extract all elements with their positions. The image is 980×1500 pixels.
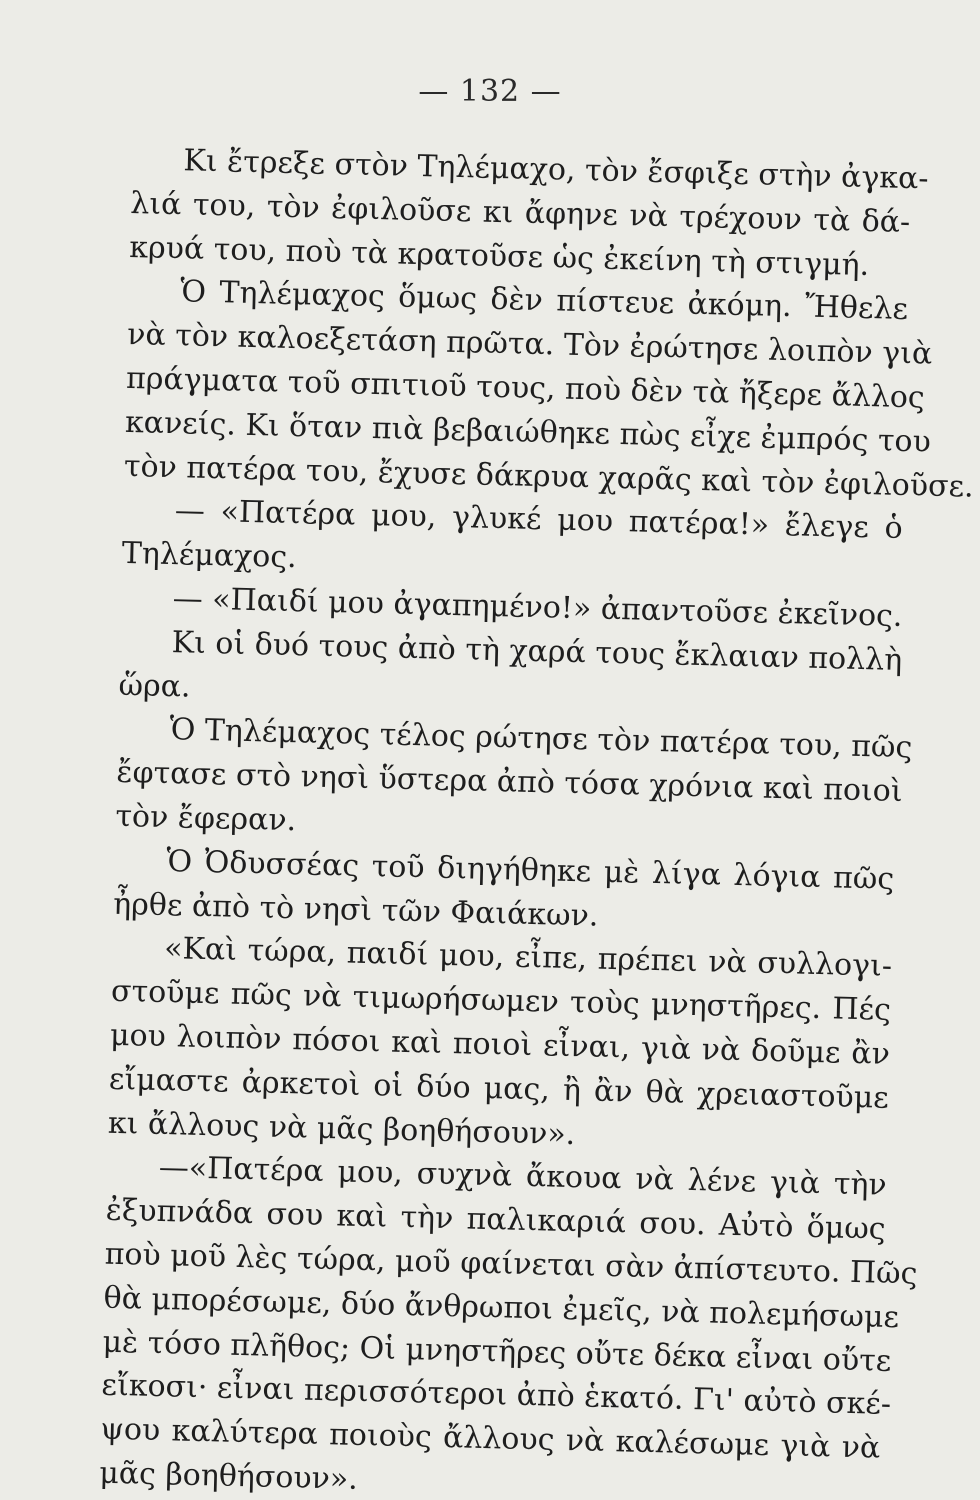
text-line: λιά του, τὸν ἐφιλοῦσε κι ἄφηνε νὰ τρέχουν τὰ δά- bbox=[129, 185, 911, 240]
text-line: ψου καλύτερα ποιοὺς ἄλλους νὰ καλέσωμε γιὰ νὰ bbox=[100, 1411, 881, 1466]
text-line: κρυά του, ποὺ τὰ κρατοῦσε ὡς ἐκείνη τὴ στιγμή. bbox=[128, 229, 870, 283]
text-line: στοῦμε πῶς νὰ τιμωρήσωμεν τοὺς μνηστῆρες. Πές bbox=[110, 973, 892, 1028]
text-line: μᾶς βοηθήσουν». bbox=[98, 1455, 359, 1497]
text-line: εἴμαστε ἀρκετοὶ οἱ δύο μας, ἢ ἂν θὰ χρειαστοῦμε bbox=[108, 1061, 890, 1116]
text-line: τὸν ἔφεραν. bbox=[114, 798, 297, 839]
text-line: —«Πατέρα μου, συχνὰ ἄκουα νὰ λένε γιὰ τὴν bbox=[158, 1150, 888, 1204]
text-line: ἐξυπνάδα σου καὶ τὴν παλικαριά σου. Αὐτὸ ὅμως bbox=[105, 1192, 886, 1247]
text-line: Κι οἱ δυό τους ἀπὸ τὴ χαρά τους ἔκλαιαν πολλὴ bbox=[171, 624, 903, 678]
text-line: ἔφτασε στὸ νησὶ ὕστερα ἀπὸ τόσα χρόνια καὶ ποιοὶ bbox=[116, 754, 904, 810]
body-text bbox=[98, 138, 975, 1500]
text-line: ποὺ μοῦ λὲς τώρα, μοῦ φαίνεται σὰν ἀπίστευτο. Πῶς bbox=[104, 1236, 918, 1292]
text-line: Κι ἔτρεξε στὸν Τηλέμαχο, τὸν ἔσφιξε στὴν ἀγκα- bbox=[183, 143, 929, 197]
text-line: θὰ μπορέσωμε, δύο ἄνθρωποι ἐμεῖς, νὰ πολεμήσωμε bbox=[103, 1280, 900, 1335]
text-line: μὲ τόσο πλῆθος; Οἱ μνηστῆρες οὔτε δέκα εἶναι οὔτε bbox=[102, 1324, 892, 1379]
text-line: Τηλέμαχος. bbox=[121, 536, 298, 576]
text-line: εἴκοσι· εἶναι περισσότεροι ἀπὸ ἑκατό. Γι' αὐτὸ σκέ- bbox=[101, 1367, 892, 1423]
page-number: — 132 — bbox=[418, 74, 562, 109]
text-line: μου λοιπὸν πόσοι καὶ ποιοὶ εἶναι, γιὰ νὰ δοῦμε ἂν bbox=[109, 1017, 891, 1072]
text-line: Ὁ Ὀδυσσέας τοῦ διηγήθηκε μὲ λίγα λόγια πῶς bbox=[165, 843, 895, 897]
text-line: «Καὶ τώρα, παιδί μου, εἶπε, πρέπει νὰ συλλογι- bbox=[163, 931, 893, 985]
text-line: — «Πατέρα μου, γλυκέ μου πατέρα!» ἔλεγε ὁ bbox=[174, 493, 904, 547]
text-line: Ὁ Τηλέμαχος ὅμως δὲν πίστευε ἀκόμη. Ἤθελε bbox=[179, 274, 909, 328]
text-line: ἦρθε ἀπὸ τὸ νησὶ τῶν Φαιάκων. bbox=[112, 886, 599, 934]
text-line: ὥρα. bbox=[118, 667, 191, 705]
text-line: πράγματα τοῦ σπιτιοῦ τους, ποὺ δὲν τὰ ἤξερε ἄλλος bbox=[125, 360, 926, 416]
text-line: τὸν πατέρα του, ἔχυσε δάκρυα χαρᾶς καὶ τὸν ἐφιλοῦσε. bbox=[123, 448, 975, 505]
text-line: κανείς. Κι ὅταν πιὰ βεβαιώθηκε πὼς εἶχε ἐμπρός του bbox=[124, 404, 932, 460]
text-line: — «Παιδί μου ἀγαπημένο!» ἀπαντοῦσε ἐκεῖνος. bbox=[172, 581, 903, 634]
text-line: κι ἄλλους νὰ μᾶς βοηθήσουν». bbox=[107, 1105, 576, 1152]
text-line: Ὁ Τηλέμαχος τέλος ρώτησε τὸν πατέρα του, πῶς bbox=[169, 712, 913, 766]
text-line: νὰ τὸν καλοεξετάση πρῶτα. Τὸν ἐρώτησε λοιπὸν γιὰ bbox=[126, 317, 933, 372]
